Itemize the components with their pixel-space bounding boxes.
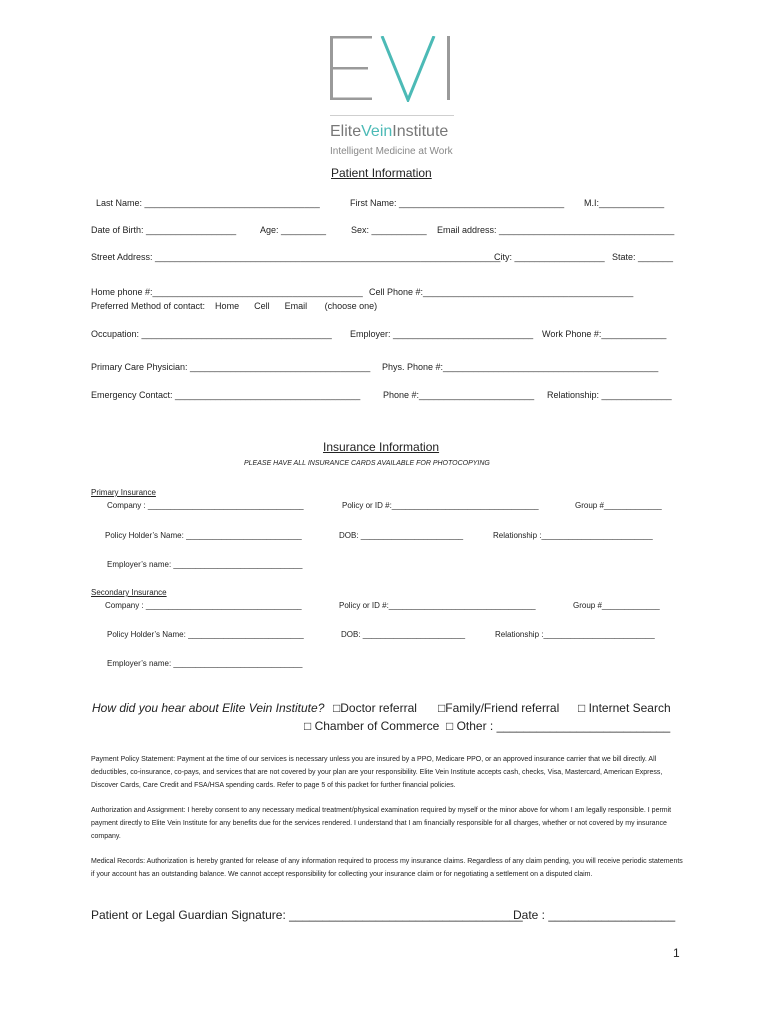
logo-tagline: Intelligent Medicine at Work: [330, 146, 453, 157]
patient-info-heading: Patient Information: [331, 166, 432, 180]
preferred-contact-field[interactable]: Preferred Method of contact: Home Cell Email (choose one): [91, 301, 378, 311]
secondary-holder-dob-field[interactable]: DOB: _______________________: [341, 630, 466, 639]
secondary-employer-field[interactable]: Employer’s name: _____________________________: [107, 659, 303, 668]
last-name-field[interactable]: Last Name: ___________________________________: [96, 198, 320, 208]
signature-field[interactable]: Patient or Legal Guardian Signature: ___________________________________: [91, 908, 523, 922]
home-phone-field[interactable]: Home phone #:__________________________________________: [91, 287, 363, 297]
secondary-insurance-label: Secondary Insurance: [91, 588, 167, 597]
primary-relationship-field[interactable]: Relationship :_________________________: [493, 531, 653, 540]
sex-field[interactable]: Sex: ___________: [351, 225, 427, 235]
work-phone-field[interactable]: Work Phone #:_____________: [542, 329, 667, 339]
state-field[interactable]: State: _______: [612, 252, 674, 262]
first-name-field[interactable]: First Name: _________________________________: [350, 198, 565, 208]
age-field[interactable]: Age: _________: [260, 225, 327, 235]
referral-question: How did you hear about Elite Vein Institute?: [92, 701, 325, 715]
medical-records-statement: Medical Records: Authorization is hereby granted for release of any information required to process my insurance claims. Regardless of any claim pending, you will receive periodic statements if your account has an outstanding balance. We cannot accept responsibility for collecting your insurance claim or for negotiating a settlement on a disputed claim.: [91, 858, 683, 878]
email-field[interactable]: Email address: ___________________________________: [437, 225, 675, 235]
referral-other-checkbox[interactable]: □ Other : __________________________: [446, 719, 671, 733]
authorization-statement: Authorization and Assignment: I hereby consent to any necessary medical treatment/physical examination required by myself or the minor above for whom I am legally responsible. I permit payment directly to Elite Vein Institute for any benefits due for the services rendered. I understand that I am financially responsible for all charges, whether or not covered by my insurance company.: [91, 807, 672, 840]
evi-logo-icon: [330, 36, 454, 102]
logo-monogram: [330, 36, 454, 107]
logo-divider: [330, 115, 454, 116]
primary-company-field[interactable]: Company : ___________________________________: [107, 501, 304, 510]
signature-date-field[interactable]: Date : ___________________: [513, 908, 676, 922]
secondary-group-field[interactable]: Group #_____________: [573, 601, 660, 610]
street-address-field[interactable]: Street Address: _____________________________________________________________________: [91, 252, 501, 262]
primary-group-field[interactable]: Group #_____________: [575, 501, 662, 510]
secondary-holder-name-field[interactable]: Policy Holder’s Name: __________________________: [107, 630, 304, 639]
secondary-policy-field[interactable]: Policy or ID #:_________________________________: [339, 601, 536, 610]
referral-internet-checkbox[interactable]: □ Internet Search: [578, 701, 671, 715]
page-number: 1: [673, 946, 680, 960]
cell-phone-field[interactable]: Cell Phone #:__________________________________________: [369, 287, 634, 297]
middle-initial-field[interactable]: M.I:_____________: [584, 198, 665, 208]
employer-field[interactable]: Employer: ____________________________: [350, 329, 534, 339]
primary-policy-field[interactable]: Policy or ID #:_________________________________: [342, 501, 539, 510]
referral-doctor-checkbox[interactable]: □Doctor referral: [333, 701, 417, 715]
insurance-info-heading: Insurance Information: [323, 440, 440, 454]
primary-care-physician-field[interactable]: Primary Care Physician: ____________________________________: [91, 362, 371, 372]
primary-holder-dob-field[interactable]: DOB: _______________________: [339, 531, 464, 540]
emergency-contact-field[interactable]: Emergency Contact: _____________________________________: [91, 390, 361, 400]
secondary-company-field[interactable]: Company : ___________________________________: [105, 601, 302, 610]
primary-holder-name-field[interactable]: Policy Holder’s Name: __________________________: [105, 531, 302, 540]
secondary-relationship-field[interactable]: Relationship :_________________________: [495, 630, 655, 639]
referral-family-checkbox[interactable]: □Family/Friend referral: [438, 701, 560, 715]
emergency-phone-field[interactable]: Phone #:_______________________: [383, 390, 535, 400]
physician-phone-field[interactable]: Phys. Phone #:___________________________________________: [382, 362, 659, 372]
emergency-relationship-field[interactable]: Relationship: ______________: [547, 390, 672, 400]
payment-policy-statement: Payment Policy Statement: Payment at the time of our services is necessary unless you are insured by a PPO, Medicare PPO, or an approved insurance carrier that we bill directly. All deductibles, co-insurance, co-pays, and services that are not covered by your plan are your responsibility. Elite Vein Institute accepts cash, checks, Visa, Mastercard, American Express, Discover Cards, Care Credit and FSA/HSA spending cards. Refer to page 5 of this packet for further financial policies.: [91, 756, 663, 789]
referral-chamber-checkbox[interactable]: □ Chamber of Commerce: [304, 719, 440, 733]
logo-wordmark: EliteVeinInstitute: [330, 123, 449, 140]
primary-insurance-label: Primary Insurance: [91, 488, 156, 497]
occupation-field[interactable]: Occupation: ______________________________________: [91, 329, 332, 339]
dob-field[interactable]: Date of Birth: __________________: [91, 225, 237, 235]
city-field[interactable]: City: __________________: [494, 252, 605, 262]
insurance-subheading: PLEASE HAVE ALL INSURANCE CARDS AVAILABLE FOR PHOTOCOPYING: [244, 460, 490, 467]
primary-employer-field[interactable]: Employer’s name: _____________________________: [107, 560, 303, 569]
